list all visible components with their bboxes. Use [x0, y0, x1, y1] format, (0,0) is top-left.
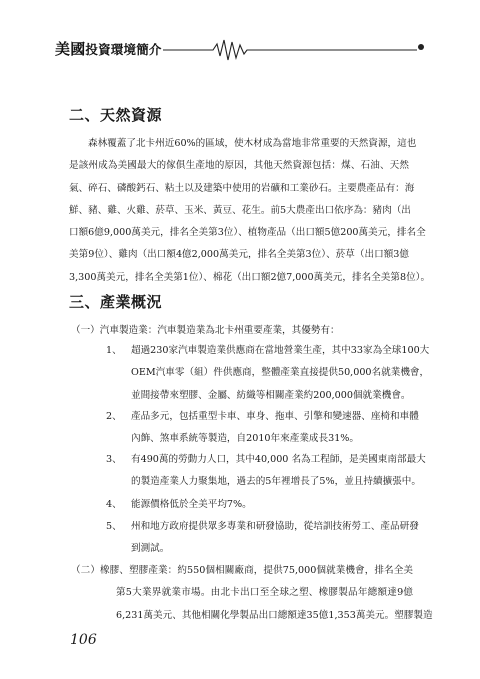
list-item-line: 產品多元，包括重型卡車、車身、拖車、引擎和變速器、座椅和車體 [131, 411, 419, 422]
paragraph-line: 是該州成為美國最大的傢俱生產地的原因，其他天然資源包括：煤、石油、天然 [69, 160, 409, 172]
section-title-industry-overview: 三、產業概況 [69, 293, 163, 311]
paragraph-line: 3,300萬美元，排名全美第1位）、棉花（出口額2億7,000萬美元，排名全美第8位）。 [69, 271, 431, 283]
list-item [106, 516, 419, 561]
list-item-line: OEM汽車零（組）件供應商，整體產業直接提供50,000名就業機會， [131, 367, 430, 379]
section-title-natural-resources: 二、天然資源 [69, 106, 163, 124]
paragraph-line: 森林覆蓋了北卡州近60%的區域，使木材成為當地非常重要的天然資源，這也 [88, 138, 417, 149]
paragraph-line: 氣、碎石、磷酸鈣石、粘土以及建築中使用的岩礦和工業砂石。主要農產品有：海 [69, 182, 415, 194]
list-item-line: 內飾、煞車系統等製造，自2010年來產業成長31%。 [131, 433, 360, 445]
list-item [106, 449, 426, 494]
list-item-number: 4、 [106, 499, 122, 510]
list-item [106, 340, 430, 407]
natural-resources-paragraph [69, 133, 431, 289]
list-item-line: 能源價格低於全美平均7%。 [131, 499, 252, 510]
paragraph-line: 美第9位）、雞肉（出口額4億2,000萬美元，排名全美第3位）、菸草（出口額3億 [69, 249, 409, 261]
page-number: 106 [70, 632, 97, 648]
subsection-rubber-plastics [71, 560, 433, 627]
list-item-number: 2、 [106, 411, 122, 422]
list-item-number: 5、 [106, 521, 122, 532]
list-item [106, 406, 419, 451]
paragraph-line: （二）橡膠、塑膠產業：約550個相關廠商，提供75,000個就業機會，排名全美 [71, 565, 413, 576]
list-item-line: 到測試。 [131, 543, 170, 555]
header-title-subtitle: 投資環境簡介 [85, 42, 162, 57]
list-item-number: 3、 [106, 454, 122, 465]
list-item-line: 州和地方政府提供眾多專業和研發協助，從培訓技術勞工、產品研發 [131, 521, 419, 532]
paragraph-line: 第5大業界就業市場。由北卡出口至全球之塑、橡膠製品年總額達9億 [116, 587, 413, 599]
running-header [55, 36, 425, 64]
subsection-heading-automotive: （一）汽車製造業：汽車製造業為北卡州重要產業，其優勢有： [71, 325, 340, 336]
list-item-line: 的製造產業人力聚集地，過去的5年裡增長了5%，並且持續擴張中。 [131, 476, 421, 488]
paragraph-line: 6,231萬美元、其他相關化學製品出口總額達35億1,353萬美元。塑膠製造 [116, 609, 433, 621]
paragraph-line: 鮮、豬、雞、火雞、菸草、玉米、黃豆、花生。前5大農產出口依序為：豬肉（出 [69, 204, 411, 216]
header-title [55, 38, 162, 59]
list-item [106, 494, 416, 516]
list-item-line: 超過230家汽車製造業供應商在當地營業生產，其中33家為全球100大 [131, 345, 430, 356]
list-item-number: 1、 [106, 345, 122, 356]
header-end-dot [418, 44, 424, 50]
header-title-country: 美國 [55, 40, 86, 58]
list-item-line: 有490萬的勞動力人口，其中40,000 名為工程師，是美國東南部最大 [131, 454, 426, 465]
paragraph-line: 口額6億9,000萬美元，排名全美第3位）、植物產品（出口額5億200萬美元，排名全 [69, 227, 426, 239]
list-item-line: 並間接帶來塑膠、金屬、紡織等相關產業約200,000個就業機會。 [131, 389, 411, 401]
